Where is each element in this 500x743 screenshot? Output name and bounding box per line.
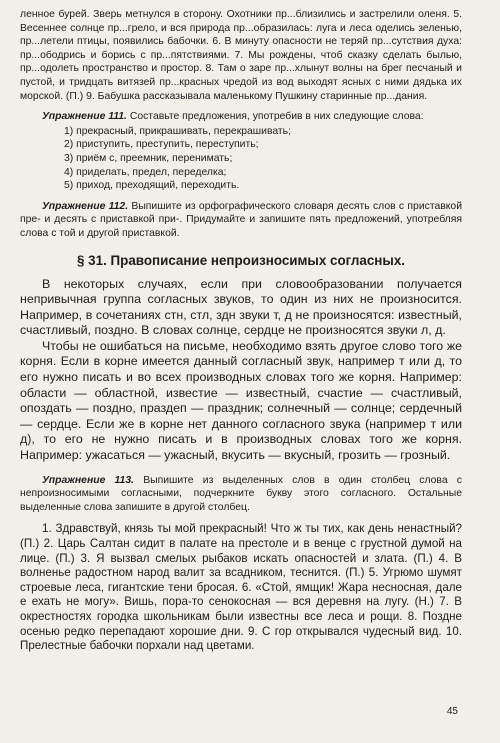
intro-paragraph: ленное бурей. Зверь метнулся в сторону. Охотники пр...близились и застрелили оленя. 5. Весеннее солнце пр...грело, и вся природа пр...образилась: луга и леса оделись зеленью, пр...летели птицы, появились бабочки. 6. В минуту опасности не теряй пр...сутствия духа: пр...ободрись и борись с пр...пятствиями. 7. Мы рождены, чтоб сказку сделать былью, пр...одолеть пространство и простор. 8. Там о заре пр...хлынут волны на брег песчаный и пустой, и тридцать витязей пр...красных чредой из вод выходят ясных с ними дядька их морской. (П.) 9. Бабушка рассказывала маленькому Пушкину старинные пр...дания. xyxy=(20,9,462,102)
exercise-113-text: Выпишите из выделенных слов в один столбец слова с непроизносимыми согласными, подчеркните букву этого согласного. Остальные выделенные слова запишите в другой столбец. xyxy=(20,474,462,513)
exercise-112-text: Выпишите из орфографического словаря десять слов с приставкой пре- и десять с приставкой при-. Придумайте и запишите пять предложений, употребляя слова с той и другой приставкой. xyxy=(20,200,463,239)
list-item: 5) приход, преходящий, переходить. xyxy=(64,180,240,192)
list-item: 3) приём с, преемник, перенимать; xyxy=(64,152,233,164)
exercise-111-list xyxy=(64,125,462,193)
exercise-111-title: Упражнение 111. xyxy=(42,111,127,123)
exercise-113-title: Упражнение 113. xyxy=(42,474,134,486)
list-item: 2) приступить, преступить, переступить; xyxy=(64,139,259,151)
theory-paragraph-1: В некоторых случаях, если при словообразовании получается непривычная группа согласных звуков, то один из них не произносится. Например, в сочетаниях стн, стл, здн звуки т, д не произносятся: известный, счастливый, поздно. В словах солнце, сердце не произносятся звуки л, д. xyxy=(20,276,462,338)
page-number: 45 xyxy=(446,706,458,717)
exercise-113-instruction xyxy=(20,474,462,515)
section-heading: § 31. Правописание непроизносимых согласных. xyxy=(77,252,405,268)
exercise-112-instruction xyxy=(20,200,462,241)
page-content xyxy=(20,8,462,654)
exercise-113-sentences: 1. Здравствуй, князь ты мой прекрасный! Что ж ты тих, как день ненастный? (П.) 2. Царь Салтан сидит в палате на престоле и в венце с грустной думой на лице. (П.) 3. Я вызвал смелых рыбаков искать опасностей и злата. (П.) 4. В волненье радостном народ валит за всадником, теснится. (П.) 5. Угрюмо шумят строевые леса, гигантские тени бросая. 6. «Стой, ямщик! Жара несносная, дале е ехать не могу». Вишь, пора-то сенокосная — вся деревня на лугу. (Н.) 7. В окрестностях городка школьникам были известны все леса и рощи. 8. Поздне осенью редко перепадают хорошие дни. 9. С гор открывался чудесный вид. 10. Прелестные бабочки порхали над цветами. xyxy=(20,522,462,653)
list-item: 4) приделать, предел, переделка; xyxy=(64,166,227,178)
exercise-112-title: Упражнение 112. xyxy=(42,200,129,212)
exercise-111-instruction xyxy=(20,110,462,124)
list-item: 1) прекрасный, прикрашивать, перекрашивать; xyxy=(64,125,291,137)
exercise-111-text: Составьте предложения, употребив в них следующие слова: xyxy=(129,111,424,123)
theory-paragraph-2: Чтобы не ошибаться на письме, необходимо взять другое слово того же корня. Если в корне имеется данный согласный звук, например т или д, то его нужно писать и во всех производных словах того же корня. Например: области — областной, известие — известный, счастие — счастливый, опоздать — поздно, праздеп — праздник; солнечный — солнце; сердечный — сердце. Если же в корне нет данного согласного звука (например т или д), то его не нужно писать и в производных словах того же корня. Например: ужасаться — ужасный, вкусить — вкусный, грозить — грозный. xyxy=(20,338,462,463)
